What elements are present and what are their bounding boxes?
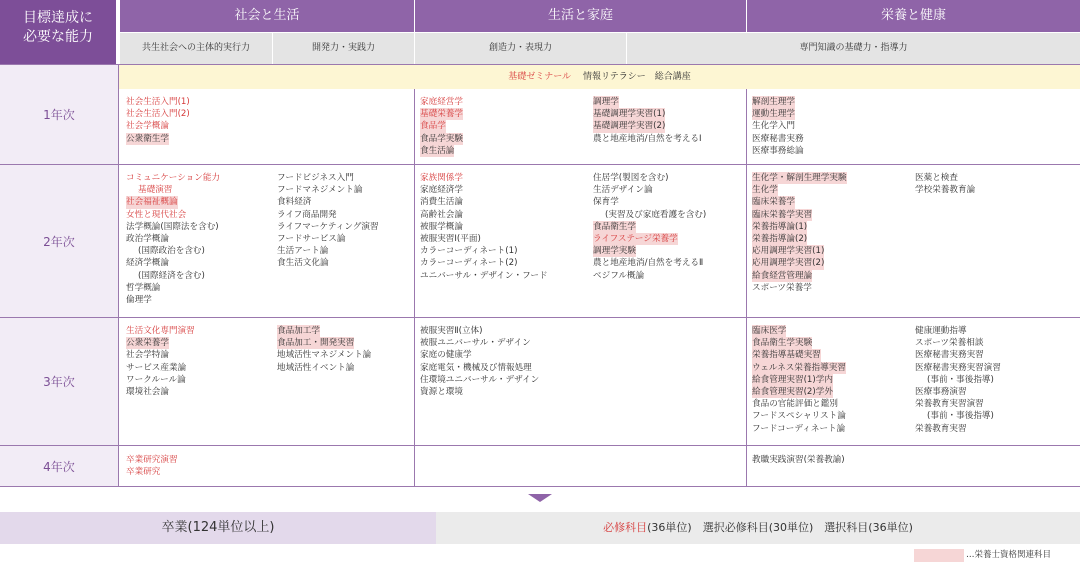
course-item: 運動生理学 — [752, 109, 795, 120]
course-item: 臨床医学 — [752, 326, 787, 336]
course-item: 家庭経済学 — [420, 185, 463, 196]
course-item: 農と地産地消/自然を考えるⅠ — [593, 133, 702, 144]
course-item: ユニバーサル・デザイン・フード — [420, 270, 548, 281]
course-item: 生活文化専門演習 — [126, 326, 195, 336]
course-item: 給食経営管理論 — [752, 270, 813, 281]
course-item: 栄養教育実習演習 — [915, 399, 984, 410]
course-item: 解剖生理学 — [752, 97, 795, 107]
cell-y2-society-b — [277, 172, 379, 270]
course-item: 家族関係学 — [420, 173, 463, 183]
course-item: ベジフル概論 — [593, 270, 645, 281]
course-item: 経済学概論 — [126, 258, 169, 269]
course-item: 基礎演習 — [138, 185, 173, 196]
cell-y4-health — [752, 454, 845, 466]
down-arrow-icon — [528, 494, 552, 502]
group-header-society: 社会と生活 — [120, 0, 414, 32]
course-item: 臨床栄養学実習 — [752, 209, 813, 220]
course-item: (国際政治を含む) — [138, 246, 205, 257]
course-item: 医療秘書実務実習演習 — [915, 362, 1001, 373]
course-item: 地域活性マネジメント論 — [277, 350, 372, 361]
cell-y2-home-b — [593, 172, 706, 282]
course-item: ワークルール論 — [126, 374, 186, 385]
year-label-1: 1年次 — [0, 65, 118, 164]
legend-swatch — [914, 549, 964, 562]
course-item: 被服学概論 — [420, 221, 463, 232]
course-item: 保育学 — [593, 197, 619, 208]
ability-header-1: 共生社会への主体的実行力 — [120, 32, 272, 64]
year-label-4: 4年次 — [0, 446, 118, 486]
course-item: 医療事務総論 — [752, 145, 804, 156]
course-item: 医療秘書実務実習 — [915, 350, 984, 361]
course-item: 栄養教育実習 — [915, 423, 967, 434]
cell-y3-health-b — [915, 325, 1001, 435]
cell-y1-society — [126, 96, 190, 145]
course-item: 環境社会論 — [126, 387, 169, 398]
course-item: 生化学入門 — [752, 121, 795, 132]
seminar-other: 情報リテラシー 総合講座 — [582, 72, 691, 82]
cell-y3-home — [420, 325, 539, 398]
course-item: 生化学 — [752, 185, 778, 196]
course-item: 基礎栄養学 — [420, 109, 463, 120]
course-item: 公衆衛生学 — [126, 133, 169, 144]
course-item: 給食管理実習(1)学内 — [752, 374, 833, 385]
course-item: 被服ユニバーサル・デザイン — [420, 338, 531, 349]
course-item: 社会学特論 — [126, 350, 169, 361]
course-item: (事前・事後指導) — [927, 374, 994, 385]
year-label-3: 3年次 — [0, 318, 118, 445]
course-item: 調理学 — [593, 97, 619, 107]
course-item: 食品の官能評価と鑑別 — [752, 399, 838, 410]
course-item: 基礎調理学実習(1) — [593, 109, 666, 120]
course-item: 倫理学 — [126, 295, 152, 306]
course-item: カラーコーディネート(1) — [420, 246, 518, 257]
group-header-home: 生活と家庭 — [414, 0, 746, 32]
course-item: 食生活論 — [420, 145, 455, 156]
year-label-2: 2年次 — [0, 165, 118, 317]
ability-header-4: 専門知識の基礎力・指導力 — [626, 32, 1080, 64]
cell-y3-society-b — [277, 325, 371, 374]
course-item: カラーコーディネート(2) — [420, 258, 518, 269]
required-label: 必修科目 — [603, 521, 648, 534]
course-item: 社会福祉概論 — [126, 197, 178, 208]
course-item: スポーツ栄養学 — [752, 282, 812, 293]
course-item: ウェルネス栄養指導実習 — [752, 362, 846, 373]
course-item: 臨床栄養学 — [752, 197, 795, 208]
course-item: 卒業研究演習 — [126, 455, 178, 465]
ability-header-3: 創造力・表現力 — [414, 32, 626, 64]
course-item: 栄養指導論(1) — [752, 221, 808, 232]
cell-y2-health-b — [915, 172, 975, 196]
course-item: 栄養指導論(2) — [752, 234, 808, 245]
course-item: 公衆栄養学 — [126, 338, 169, 349]
legend-label: …栄養士資格関連科目 — [966, 550, 1052, 560]
ability-header-2: 開発力・実践力 — [272, 32, 414, 64]
seminar-row — [119, 65, 1080, 89]
cell-y3-society-a — [126, 325, 195, 398]
course-item: フードコーディネート論 — [752, 423, 846, 434]
course-item: 家庭電気・機械及び情報処理 — [420, 362, 532, 373]
course-item: (実習及び家庭看護を含む) — [605, 209, 707, 220]
course-item: 栄養指導基礎実習 — [752, 350, 821, 361]
cell-y2-home-a — [420, 172, 548, 282]
course-item: 哲学概論 — [126, 282, 161, 293]
course-item: フードサービス論 — [277, 234, 346, 245]
cell-y4-society — [126, 454, 178, 478]
course-item: 家庭経営学 — [420, 97, 463, 107]
course-item: 学校栄養教育論 — [915, 185, 976, 196]
corner-header: 目標達成に 必要な能力 — [0, 0, 118, 64]
course-item: 給食管理実習(2)学外 — [752, 387, 833, 398]
course-item: 食品加工学 — [277, 326, 320, 336]
course-item: 健康運動指導 — [915, 326, 967, 336]
course-item: 医療秘書実務 — [752, 133, 804, 144]
course-item: 政治学概論 — [126, 234, 169, 245]
course-item: 住環境ユニバーサル・デザイン — [420, 374, 540, 385]
course-item: 食品衛生学 — [593, 221, 636, 232]
course-item: 食料経済 — [277, 197, 312, 208]
course-item: 卒業研究 — [126, 467, 161, 478]
course-item: 女性と現代社会 — [126, 209, 187, 220]
course-item: 基礎調理学実習(2) — [593, 121, 666, 132]
course-item: 食品衛生学実験 — [752, 338, 813, 349]
course-item: 被服実習Ⅰ(平面) — [420, 234, 481, 245]
course-item: 消費生活論 — [420, 197, 463, 208]
course-item: 被服実習Ⅱ(立体) — [420, 326, 483, 336]
course-item: 食品学実験 — [420, 133, 463, 144]
course-item: 家庭の健康学 — [420, 350, 472, 361]
course-item: 調理学実験 — [593, 246, 636, 257]
course-item: 法学概論(国際法を含む) — [126, 221, 219, 232]
course-item: 社会生活入門(1) — [126, 97, 190, 107]
course-item: 医薬と検査 — [915, 173, 958, 183]
course-item: 食品加工・開発実習 — [277, 338, 355, 349]
course-item: ライフマーケティング演習 — [277, 221, 379, 232]
course-item: 応用調理学実習(2) — [752, 258, 825, 269]
course-item: 生活アート論 — [277, 246, 329, 257]
credit-breakdown — [436, 512, 1080, 544]
cell-y1-home-b — [593, 96, 702, 145]
course-item: フードビジネス入門 — [277, 173, 354, 183]
cell-y1-home-a — [420, 96, 463, 157]
group-header-health: 栄養と健康 — [746, 0, 1080, 32]
course-item: 食生活文化論 — [277, 258, 329, 269]
course-item: サービス産業論 — [126, 362, 187, 373]
course-item: 生化学・解剖生理学実験 — [752, 173, 847, 183]
course-item: 教職実践演習(栄養教諭) — [752, 455, 845, 465]
cell-y2-health-a — [752, 172, 847, 294]
course-item: ライフ商品開発 — [277, 209, 337, 220]
graduation-requirement: 卒業(124単位以上) — [0, 512, 436, 544]
seminar-required: 基礎ゼミナール — [508, 72, 572, 82]
course-item: 食品学 — [420, 121, 446, 132]
course-item: フードマネジメント論 — [277, 185, 363, 196]
course-item: (国際経済を含む) — [138, 270, 205, 281]
course-item: スポーツ栄養相談 — [915, 338, 984, 349]
course-item: ライフステージ栄養学 — [593, 234, 678, 245]
course-item: 生活デザイン論 — [593, 185, 653, 196]
credit-details: (36単位) 選択必修科目(30単位) 選択科目(36単位) — [647, 521, 913, 534]
course-item: フードスペシャリスト論 — [752, 411, 846, 422]
cell-y3-health-a — [752, 325, 846, 435]
course-item: 地域活性イベント論 — [277, 362, 355, 373]
course-item: (事前・事後指導) — [927, 411, 994, 422]
cell-y1-health — [752, 96, 804, 157]
course-item: 住居学(製図を含む) — [593, 173, 669, 183]
course-item: コミュニケーション能力 — [126, 173, 221, 183]
course-item: 応用調理学実習(1) — [752, 246, 825, 257]
course-item: 社会学概論 — [126, 121, 169, 132]
course-item: 資源と環境 — [420, 387, 463, 398]
course-item: 高齢社会論 — [420, 209, 463, 220]
course-item: 医療事務演習 — [915, 387, 967, 398]
course-item: 農と地産地消/自然を考えるⅡ — [593, 258, 704, 269]
cell-y2-society-a — [126, 172, 220, 306]
course-item: 社会生活入門(2) — [126, 109, 190, 120]
